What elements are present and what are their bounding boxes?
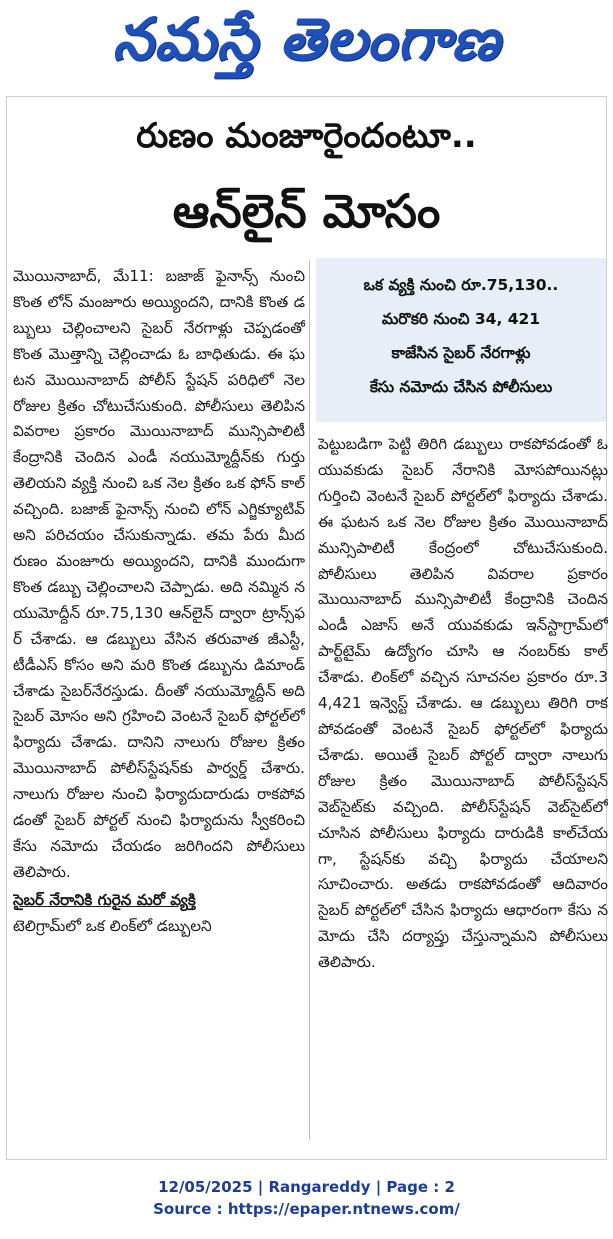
highlight-box bbox=[316, 258, 606, 422]
newspaper-masthead bbox=[0, 0, 613, 92]
article-right-column bbox=[318, 432, 608, 1152]
highlight-line: కాజేసిన సైబర్ నేరగాళ్లు bbox=[391, 344, 531, 362]
page-footer bbox=[0, 1176, 613, 1220]
article-body-right: పెట్టుబడిగా పెట్టి తిరిగి డబ్బులు రాకపోవడంతో ఓ యువకుడు సైబర్ నేరానికి మోసపోయినట్లు గుర్తించి వెంటనే సైబర్ పోర్టల్‌లో ఫిర్యాదు చేశాడు. ఈ ఘటన ఒక నెల రోజుల క్రితం మొయినాబాద్ మున్సిపాలిటీ కేంద్రంలో చోటుచేసుకుంది. పోలీసులు తెలిపిన వివరాల ప్రకారం మొయినాబాద్ మున్సిపాలిటీ కేంద్రానికి చెందిన ఎండీ ఎజాస్ అనే యువకుడు ఇన్‌స్టాగ్రామ్‌లో పార్ట్‌టైమ్ ఉద్యోగం చూసి ఆ నంబర్‌కు కాల్ చేశాడు. లింక్‌లో వచ్చిన సూచనల ప్రకారం రూ.34,421 ఇన్వెస్ట్ చేశాడు. ఆ డబ్బులు తిరిగి రాకపోవడంతో వెంటనే సైబర్ ఫోర్టల్‌లో ఫిర్యాదు చేశాడు. అయితే సైబర్ పోర్టల్ ద్వారా నాలుగు రోజుల క్రితం మొయినాబాద్ పోలీస్‌స్టేషన్ వెబ్‌సైట్‌కు వచ్చింది. పోలీస్‌స్టేషన్ వెబ్‌సైట్‌లో చూసిన పోలీసులు ఫిర్యాదు దారుడికి కాల్‌చేయగా, స్టేషన్‌కు వచ్చి ఫిర్యాదు చేయాలని సూచించారు. అతడు రాకపోవడంతో ఆదివారం సైబర్ పోర్టల్‌లో చేసిన ఫిర్యాదు ఆధారంగా కేసు నమోదు చేసి దర్యాప్తు చేస్తున్నామని పోలీసులు తెలిపారు. bbox=[318, 435, 608, 972]
article-left-column bbox=[13, 264, 305, 1144]
highlight-line: కేసు నమోదు చేసిన పోలీసులు bbox=[369, 378, 553, 396]
headline-main: ఆన్‌లైన్ మోసం bbox=[172, 184, 441, 238]
column-divider bbox=[309, 260, 310, 1140]
headline-kicker: రుణం మంజూరైందంటూ.. bbox=[136, 116, 477, 156]
footer-edition-info: 12/05/2025 | Rangareddy | Page : 2 bbox=[158, 1178, 455, 1196]
highlight-line: మరొకరి నుంచి 34, 421 bbox=[381, 310, 541, 328]
article-body-left: మొయినాబాద్, మే11: బజాజ్ ఫైనాన్స్ నుంచి కొంత లోన్ మంజూరు అయ్యిందని, దానికి కొంత డబ్బులు చెల్లించాలని సైబర్ నేరగాళ్లు చెప్పడంతో కొంత మొత్తాన్ని చెల్లించాడు ఓ బాధితుడు. ఈ ఘటన మొయినాబాద్ పోలీస్ స్టేషన్ పరిధిలో నెల రోజుల క్రితం చోటుచేసుకుంది. పోలీసులు తెలిపిన వివరాల ప్రకారం మొయినాబాద్ మున్సిపాలిటీ కేంద్రానికి చెందిన ఎండీ నయుమ్మోద్దీన్‌కు గుర్తు తెలియని వ్యక్తి నుంచి ఒక నెల క్రితం ఒక ఫోన్ కాల్ వచ్చింది. బజాజ్ ఫైనాన్స్ నుంచి లోన్ ఎగ్జిక్యూటివ్ అని పరిచయం చేసుకున్నాడు. తమ పేరు మీద రుణం మంజూరు అయ్యిందని, దానికి ముందుగా కొంత డబ్బు చెల్లించాలని చెప్పాడు. అది నమ్మిన నయుమోద్దీన్ రూ.75,130 ఆన్‌లైన్ ద్వారా ట్రాన్స్‌ఫర్ చేశాడు. ఆ డబ్బులు వేసిన తరువాత జీఎస్టీ, టీడీఎస్ కోసం అని మరి కొంత డబ్బును డిమాండ్ చేశాడు సైబర్‌నేరస్తుడు. దీంతో నయుమ్మోద్దీన్ అది సైబర్ మోసం అని గ్రహించి వెంటనే సైబర్ ఫోర్టల్‌లో ఫిర్యాదు చేశాడు. దానిని నాలుగు రోజుల క్రితం మొయినాబాద్ పోలీస్‌స్టేషన్‌కు పార్వర్డ్ చేశారు. నాలుగు రోజుల నుంచి ఫిర్యాదుదారుడు రాకపోవడంతో సైబర్ పోర్టల్ నుంచి ఫిర్యాదును స్వీకరించి కేసు నమోదు చేయడం జరిగిందని పోలీసులు తెలిపారు. bbox=[13, 267, 305, 881]
article-subheading: సైబర్ నేరానికి గురైన మరో వ్యక్తి bbox=[13, 890, 196, 909]
footer-source-link: Source : https://epaper.ntnews.com/ bbox=[153, 1200, 460, 1218]
highlight-line: ఒక వ్యక్తి నుంచి రూ.75,130.. bbox=[363, 276, 559, 294]
masthead-title: నమస్తే తెలంగాణ bbox=[112, 4, 501, 73]
article-body-left-tail: టెలిగ్రామ్‌లో ఒక లింక్‌లో డబ్బులని bbox=[13, 916, 212, 935]
